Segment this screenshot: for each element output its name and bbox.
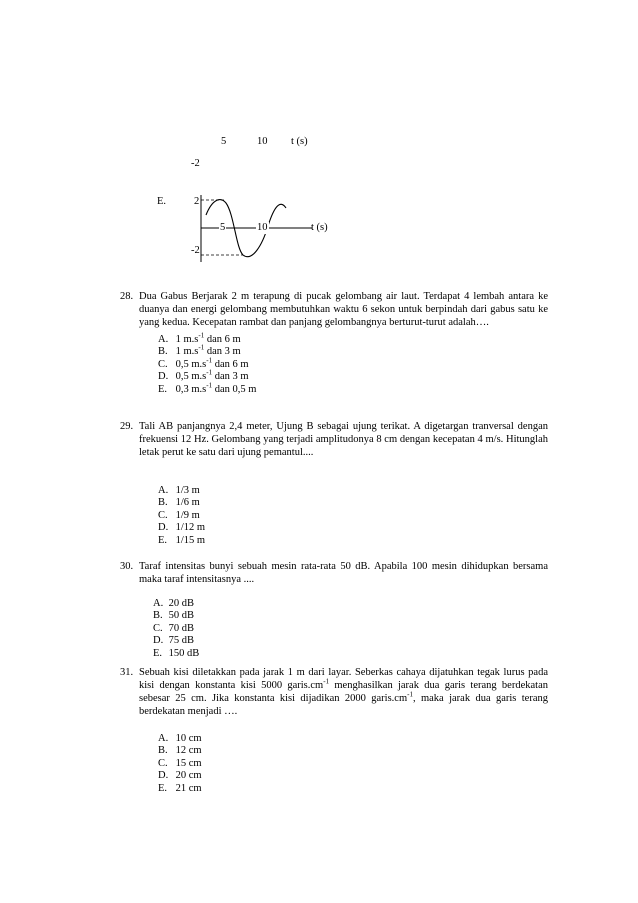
option-e[interactable]: E. 0,3 $m.s^{-1}$ dan 0,5 m (158, 381, 257, 395)
question-number: 29. (120, 421, 134, 432)
graph-e-tick-5: 5 (220, 222, 226, 233)
option-d[interactable]: D. 1/12 m (158, 522, 206, 534)
graph-d-y-neg: -2 (191, 158, 200, 169)
q30-options (153, 598, 199, 660)
question-28 (120, 290, 548, 329)
option-e-label: E. (157, 196, 167, 207)
q31-options (158, 733, 202, 795)
question-text: Sebuah kisi diletakkan pada jarak 1 m dari layar. Seberkas cahaya dijatuhkan tegak lurus pada kisi dengan konstanta kisi 5000 $garis.cm^{-1}$ menghasilkan jarak dua garis terang berdekatan sebesar 25 cm. Jika konstanta kisi dijadikan 2000 $garis.cm^{-1}$, maka jarak dua garis terang berdekatan menjadi …. (139, 667, 548, 717)
graph-e-y-pos: 2 (194, 196, 200, 207)
question-number: 28. (120, 291, 134, 302)
graph-e-y-neg: -2 (191, 245, 200, 256)
question-text: Dua Gabus Berjarak 2 m terapung di pucak gelombang air laut. Terdapat 4 lembah antara ke duanya dan energi gelombang membutuhkan waktu 6 sekon untuk berpindah dari gabus satu ke yang kedua. Kecepatan rambat dan panjang gelombangnya berturut-turut adalah…. (139, 291, 548, 328)
option-c[interactable]: C. 1/9 m (158, 509, 200, 521)
option-b[interactable]: B. 12 cm (158, 745, 202, 757)
q28-options (158, 331, 257, 396)
option-e[interactable]: E. 21 cm (158, 782, 202, 794)
option-b[interactable]: B. 1/6 m (158, 497, 200, 509)
option-c[interactable]: C. 70 dB (153, 622, 195, 634)
question-30 (120, 560, 548, 586)
graph-e-axis-label: t (s) (311, 222, 328, 233)
graph-d-tick-10: 10 (257, 136, 268, 147)
option-d[interactable]: D. 0,5 $m.s^{-1}$ dan 3 m (158, 368, 249, 383)
question-text: Taraf intensitas bunyi sebuah mesin rata-rata 50 dB. Apabila 100 mesin dihidupkan bersama maka taraf intensitasnya .... (139, 561, 548, 585)
option-e[interactable]: E. 1/15 m (158, 534, 206, 546)
question-29 (120, 420, 548, 459)
option-c[interactable]: C. 0,5 $m.s^{-1}$ dan 6 m (158, 356, 249, 370)
question-number: 30. (120, 561, 134, 572)
option-b[interactable]: B. 50 dB (153, 610, 195, 622)
question-31 (120, 666, 548, 718)
graph-e-tick-10: 10 (257, 222, 268, 233)
q29-options (158, 485, 205, 547)
option-a[interactable]: A. 1 $m.s^{-1}$ dan 6 m (158, 331, 241, 345)
option-a[interactable]: A. 20 dB (153, 598, 195, 609)
question-text: Tali AB panjangnya 2,4 meter, Ujung B sebagai ujung terikat. A digetargan tranversal dengan frekuensi 12 Hz. Gelombang yang terjadi amplitudonya 8 cm dengan kecepatan 4 m/s. Hitunglah letak perut ke satu dari ujung pemantul.... (139, 421, 548, 458)
option-c[interactable]: C. 15 cm (158, 757, 202, 769)
option-a[interactable]: A. 10 cm (158, 733, 202, 744)
graph-d-axis-label: t (s) (291, 136, 308, 147)
option-d[interactable]: D. 20 cm (158, 770, 202, 782)
graph-d-tick-5: 5 (221, 136, 227, 147)
option-d[interactable]: D. 75 dB (153, 635, 195, 647)
option-e[interactable]: E. 150 dB (153, 647, 200, 659)
question-number: 31. (120, 667, 134, 678)
option-b[interactable]: B. 1 $m.s^{-1}$ dan 3 m (158, 343, 241, 358)
option-a[interactable]: A. 1/3 m (158, 485, 200, 496)
